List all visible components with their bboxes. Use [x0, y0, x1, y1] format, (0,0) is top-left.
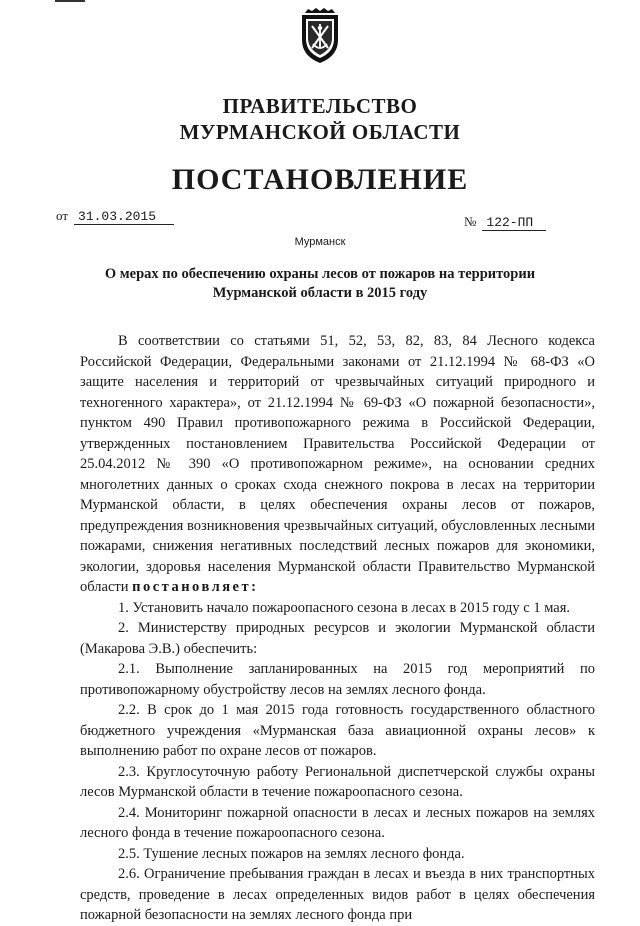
city-name: Мурманск — [294, 236, 346, 248]
date-label: от — [56, 208, 69, 223]
number-row — [464, 214, 546, 231]
document-body — [80, 331, 595, 926]
clause-2-3: 2.3. Круглосуточную работу Региональной диспетчерской службы охраны лесов Мурманской области в течение пожароопасного сезона. — [80, 763, 595, 800]
subject-line1: О мерах по обеспечению охраны лесов от пожаров на территории — [104, 266, 536, 282]
organization-title-line1: ПРАВИТЕЛЬСТВО — [222, 94, 418, 118]
number-label: № — [464, 214, 477, 229]
clause-2-1: 2.1. Выполнение запланированных на 2015 год мероприятий по противопожарному обустройству лесов на землях лесного фонда. — [80, 661, 595, 698]
preamble-text: В соответствии со статьями 51, 52, 53, 82, 83, 84 Лесного кодекса Российской Федерации, Федеральными законами от 21.12.1994 № 68-ФЗ «О защите населения и территорий от чрезвычайных ситуаций природного и техногенного характера», от 21.12.1994 № 69-ФЗ «О пожарной безопасности», пунктом 490 Правил противопожарного режима в Российской Федерации, утвержденных постановлением Правительства Российской Федерации от 25.04.2012 № 390 «О противопожарном режиме», на основании средних многолетних данных о сроках схода снежного покрова в лесах на территории Мурманской области, в целях обеспечения охраны лесов от пожаров, предупреждения возникновения чрезвычайных ситуаций, обусловленных лесными пожарами, снижения негативных последствий лесных пожаров для экономики, экологии, здоровья населения Мурманской области Правительство Мурманской области — [80, 333, 595, 595]
organization-title-line2: МУРМАНСКОЙ ОБЛАСТИ — [179, 120, 461, 144]
resolves-keyword: постановляет: — [132, 579, 259, 595]
clause-2: 2. Министерству природных ресурсов и экологии Мурманской области (Макарова Э.В.) обеспечить: — [80, 620, 595, 657]
subject-line2: Мурманской области в 2015 году — [212, 285, 428, 301]
date-value: 31.03.2015 — [74, 209, 174, 225]
document-subject — [90, 265, 550, 303]
number-value: 122-ПП — [482, 215, 546, 231]
coat-of-arms-emblem — [298, 8, 342, 64]
date-row — [56, 208, 174, 225]
clause-2-2: 2.2. В срок до 1 мая 2015 года готовность государственного областного бюджетного учреждения «Мурманская база авиационной охраны лесов» к выполнению работ по охране лесов от пожаров. — [80, 702, 595, 759]
preamble-paragraph — [80, 331, 595, 598]
clause-2-5: 2.5. Тушение лесных пожаров на землях лесного фонда. — [118, 845, 465, 862]
scan-edge-mark — [55, 0, 85, 2]
document-type-title: ПОСТАНОВЛЕНИЕ — [171, 163, 469, 196]
clause-1: 1. Установить начало пожароопасного сезона в лесах в 2015 году с 1 мая. — [118, 599, 571, 616]
clause-2-4: 2.4. Мониторинг пожарной опасности в лесах и лесных пожаров на землях лесного фонда в течение пожароопасного сезона. — [80, 804, 595, 841]
clause-2-6: 2.6. Ограничение пребывания граждан в лесах и въезда в них транспортных средств, проведение в лесах определенных видов работ в целях обеспечения пожарной безопасности на землях лесного фонда при — [80, 866, 595, 923]
